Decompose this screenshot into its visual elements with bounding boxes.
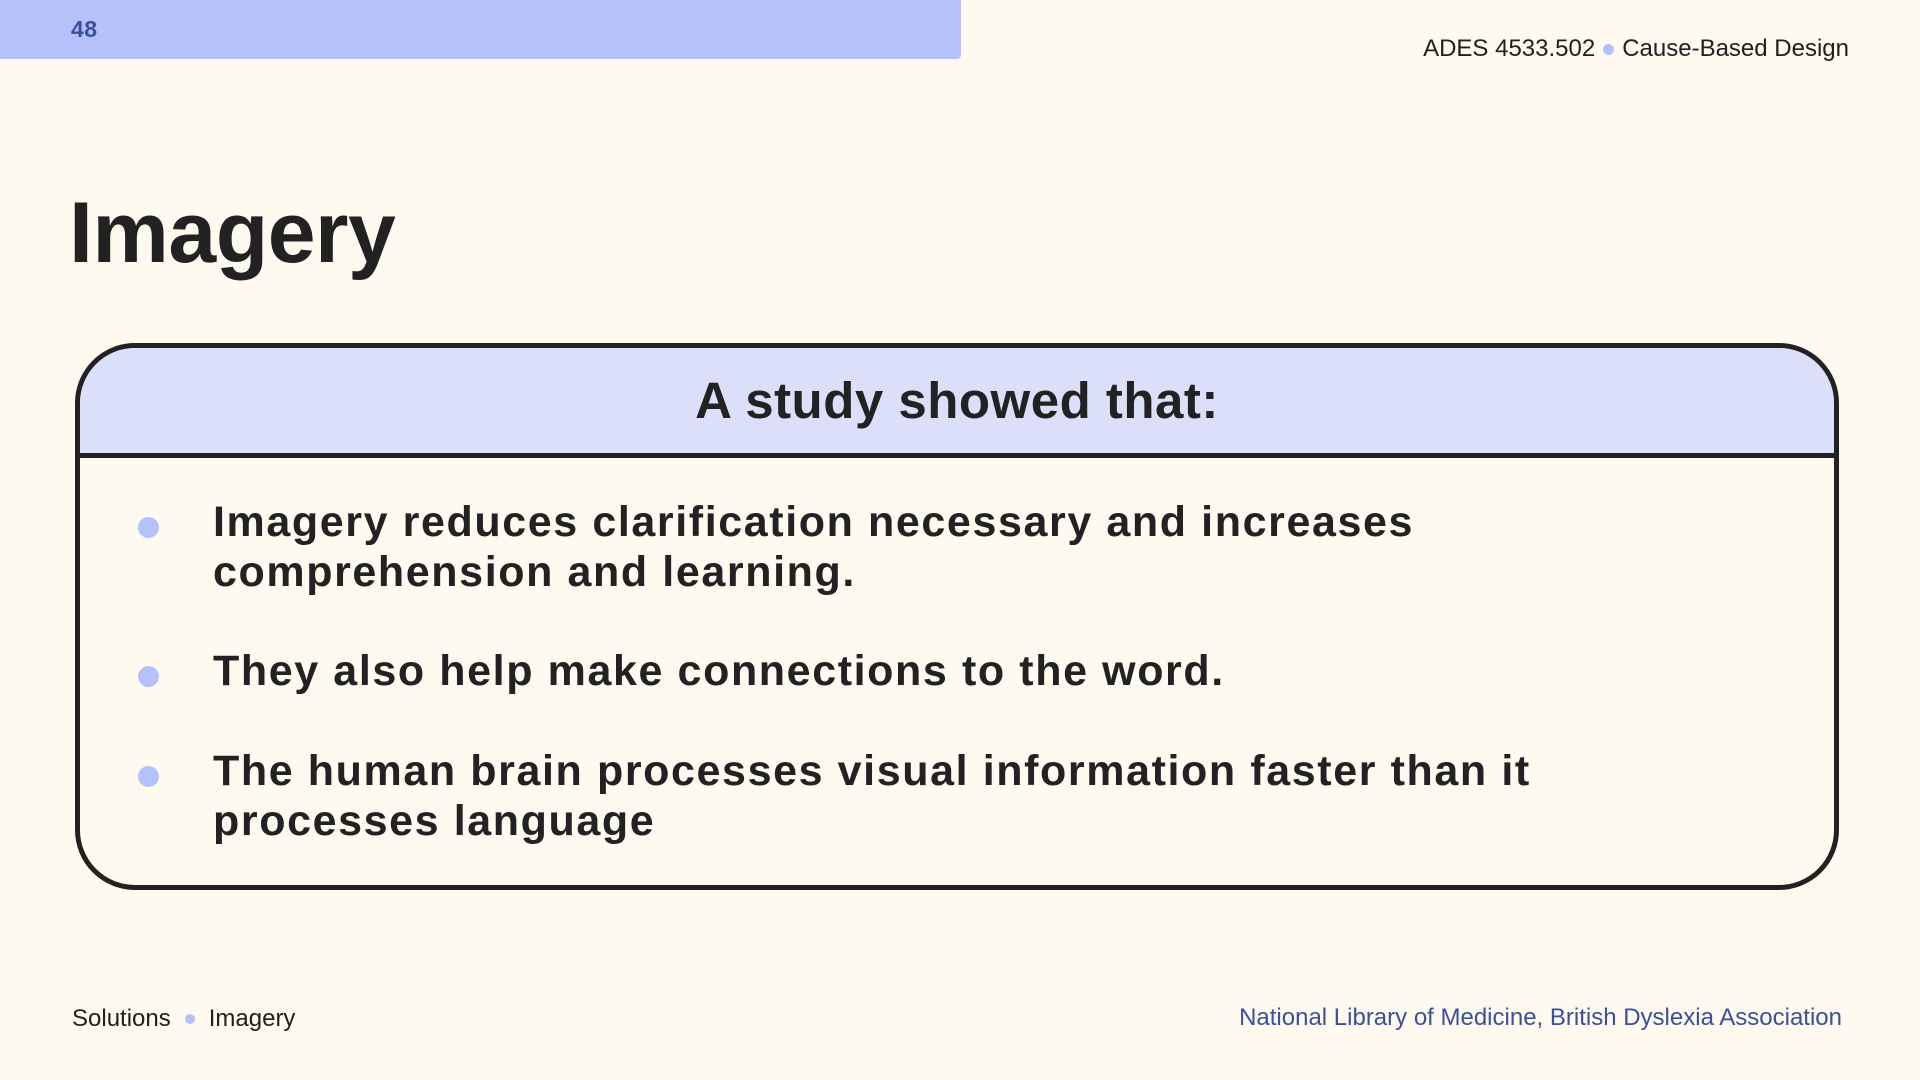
- separator-dot-icon: [185, 1014, 195, 1024]
- separator-dot-icon: [1603, 44, 1614, 55]
- breadcrumb-subsection: Imagery: [208, 1005, 296, 1032]
- source-citation: National Library of Medicine, British Dyslexia Association: [1239, 1004, 1842, 1031]
- bullet-dot-icon: [138, 666, 159, 687]
- bullet-text: The human brain processes visual information faster than it processes language: [213, 747, 1531, 845]
- card-heading: A study showed that:: [695, 372, 1219, 429]
- course-header: [1423, 35, 1849, 63]
- breadcrumb: [72, 1005, 295, 1033]
- card-header: [80, 348, 1834, 458]
- top-accent-bar: [0, 0, 961, 59]
- course-title: Cause-Based Design: [1622, 35, 1849, 62]
- breadcrumb-section: Solutions: [72, 1005, 171, 1032]
- bullet-dot-icon: [138, 766, 159, 787]
- course-code: ADES 4533.502: [1423, 35, 1596, 62]
- page-title: Imagery: [69, 185, 396, 281]
- slide-number: 48: [71, 16, 98, 42]
- study-card: [75, 343, 1839, 890]
- bullet-text: Imagery reduces clarification necessary and increases comprehension and learning.: [213, 498, 1415, 596]
- bullet-text: They also help make connections to the word.: [213, 647, 1225, 695]
- bullet-dot-icon: [138, 517, 159, 538]
